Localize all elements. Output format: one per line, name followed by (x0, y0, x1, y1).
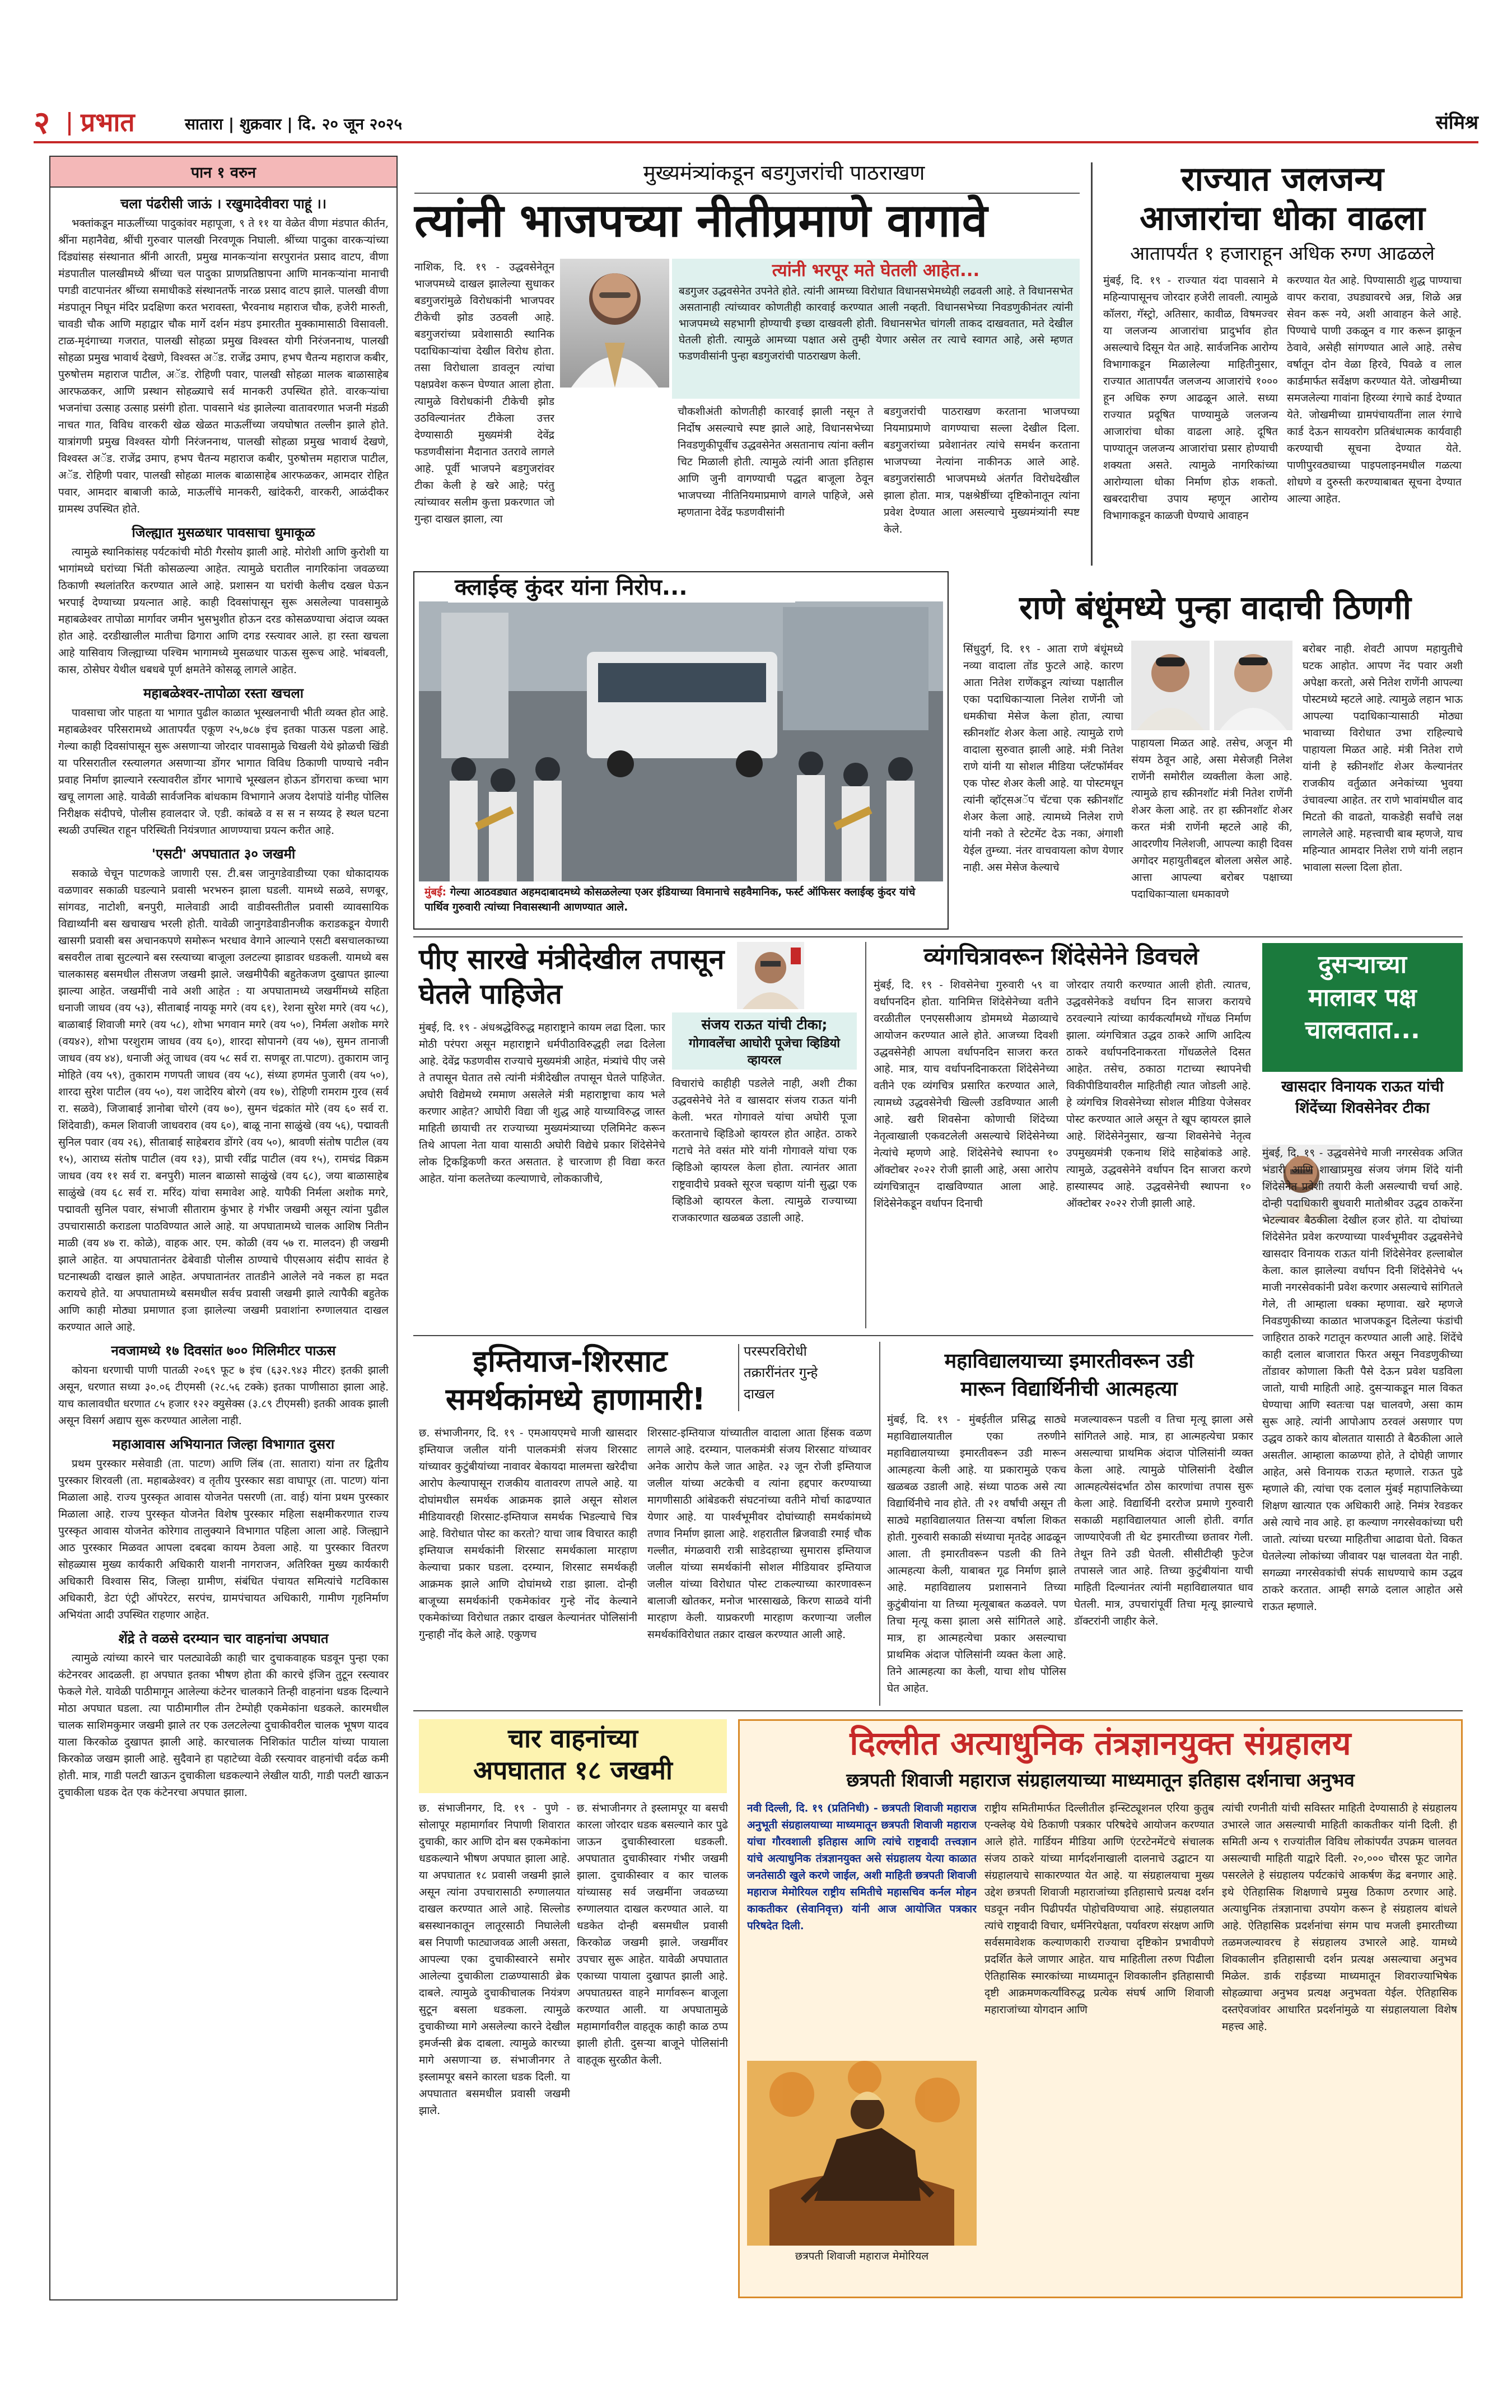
masthead (34, 104, 1478, 143)
lead-kicker: मुख्यमंत्र्यांकडून बडगुजरांची पाठराखण (643, 161, 925, 185)
left-item-title: जिल्ह्यात मुसळधार पावसाचा धुमाकूळ (132, 525, 315, 540)
fadnavis-photo-icon (560, 259, 669, 388)
college-col2: मजल्यावरून पडली व तिचा मृत्यू झाला असे सांगितले आहे. मात्र, हा आत्महत्येचा प्रकार असल्याचा प्राथमिक अंदाज पोलिसांनी व्यक्त केला आहे. त्यामुळे पोलिसांनी देखील आत्महत्येसंदर्भात ठोस कारणांचा तपास सुरू केला आहे. विद्यार्थिनी दररोज प्रमाणे गुरुवारी सकाळी महाविद्यालयात आली होती. वर्गात जाण्याऐवजी ती थेट इमारतीच्या छतावर गेली. तेथून तिने उडी घेतली. सीसीटीव्ही फुटेज तपासले जात आहे. तिच्या कुटुंबीयांना याची माहिती दिल्यानंतर त्यांनी महाविद्यालयात धाव घेतली. मात्र, उपचारांपूर्वी तिचा मृत्यू झाल्याचे डॉक्टरांनी जाहीर केले. (1074, 1413, 1253, 1627)
water-headline-2: आजारांचा धोका वाढला (1140, 199, 1425, 238)
mid-rule-4 (413, 1710, 1463, 1711)
photo1-caption-dateline: मुंबई: (424, 886, 447, 898)
shivaji-statue-photo-icon (747, 2061, 977, 2246)
mid-rule-1 (413, 936, 1463, 937)
museum-subheadline: छत्रपती शिवाजी महाराज संग्रहालयाच्या माध्यमातून इतिहास दर्शनाचा अनुभव (846, 1769, 1355, 1791)
crash-col1: छ. संभाजीनगर, दि. १९ - पुणे - सोलापूर महामार्गावर निपाणी शिवारात दुचाकी, कार आणि दोन बस एकमेकांना धडकल्याने भीषण अपघात झाला आहे. या अपघातात १८ प्रवासी जखमी झाले असून त्यांना उपचारासाठी रुग्णालयात दाखल करण्यात आले आहे. सिल्लोड बसस्थानकातून लातूरसाठी निघालेली बस निपाणी फाट्याजवळ आली असता, आपल्या एका दुचाकीस्वारने समोर आलेल्या दुचाकीला टाळण्यासाठी ब्रेक दाबले. त्यामुळे दुचाकीचालक नियंत्रण सुटून बसला धडकला. त्यामुळे दुचाकीच्या मागे असलेल्या कारने देखील इमर्जन्सी ब्रेक दाबला. त्यामुळे कारच्या मागे असणाऱ्या छ. संभाजीनगर ते इस्लामपूर बसने कारला धडक दिली. या अपघातात बसमधील प्रवासी जखमी झाले. (419, 1802, 570, 2117)
water-col1: मुंबई, दि. १९ - राज्यात यंदा पावसाने मे महिन्यापासूनच जोरदार हजेरी लावली. त्यामुळे कॉलरा, गॅस्ट्रो, अतिसार, कावीळ, विषमज्वर या जलजन्य आजारांचा प्रादुर्भाव होत असल्याचे दिसून येत आहे. सार्वजनिक आरोग्य विभागाकडून मिळालेल्या माहितीनुसार, राज्यात आतापर्यंत जलजन्य आजारांचे १००० हून अधिक रुग्ण आढळून आले. सध्या राज्यात प्रदूषित पाण्यामुळे जलजन्य आजारांचा धोका वाढला आहे. दूषित पाण्यातून जलजन्य आजारांचा प्रसार होण्याची शक्यता असते. त्यामुळे नागरिकांच्या आरोग्याला धोका निर्माण होऊ शकतो. खबरदारीचा उपाय म्हणून आरोग्य विभागाकडून काळजी घेण्याचे आवाहन (1103, 274, 1278, 522)
rane-1-photo-icon (1131, 641, 1210, 730)
edition-line: सातारा | शुक्रवार | दि. २० जून २०२५ (185, 115, 403, 133)
left-item-body: सकाळे चेचून पाटणकडे जाणारी एस. टी.बस जानुगडेवाडीच्या एका धोकादायक वळणावर सकाळी घडल्याने प्रवासी भरभरुन झाला घडली. यामध्ये सळवे, सणबूर, सांगवड, नाटोशी, बनपुरी, मालेवाडी आदी वाडीवस्तीतील प्रवासी व्यावसायिक विद्यार्थ्यांनी बस खचाखच भरली होती. यावेळी जानुगडेवाडीनजीक कराडकडून येणारी खासगी प्रवासी बस अचानकपणे समोरून भरधाव वेगाने आल्याने एसटी बसचालकाच्या बसवरील ताबा सुटल्याने बस रस्त्याच्या बाजूला उलटल्या झाडावर धडकली. यामध्ये बस चालकासह बसमधील तीसजण जखमी झाले. जखमीपैकी बहुतेकजण दुखापत झाल्या झाल्या आहेत. जखमींची नावे अशी आहेत : या अपघातामध्ये जखमींमध्ये सहिता धनाजी जाधव (वय ५३), सीताबाई नायकू मगरे (वय ६१), रेशना सुरेश मगरे (वय ५८), बाळाबाई शिवाजी मगरे (वय ५८), शोभा भगवान मगरे (वय ५०), निर्मला अशोक मगरे (वय४२), शोभा परशुराम जाधव (वय ६०), शारदा सोपानगे (वय ५७), सुमन तानाजी जाधव (वय ४४), धनाजी अंतू जाधव (वय ५८ सर्व रा. सणबूर ता.पाटण). तुकाराम जानू मोहिते (वय ५९), तुकाराम गणपती जाधव (वय ५८), संध्या हणमंत पुजारी (वय ५०), शारदा सुरेश पाटील (वय ५०), यश जादेरिय बोरगे (वय १७), रोहिणी रामराम गुरव (सर्व रा. सळवे), जिजाबाई ज्ञानोबा चोरगे (वय ७०), सुमन चंद्रकांत मोरे (वय ६० सर्व रा. शिंदेवाडी), कमल शिवाजी जाधवराव (वय ६०), बाळू नाना साळुंखे (वय ५६), पद्मावती सुनिल पवार (वय २६), सीताबाई साहेबराव डोंगरे (वय ५०), श्रावणी संतोष पाटील (वय १५), आराध्य संतोष पाटील (वय १३), प्राची रवींद्र पाटील (वय १५), रामचंद्र विक्रम जाधव (वय ११ सर्व रा. बनपुरी) मालन बाळासो साळुंखे (वय ६८), जया बाळासाहेब साळुंखे (वय ६८ सर्व रा. मरिंद) यांचा समावेश आहे. यापैकी निर्मला अशोक मगरे, पद्मावती सुनिल पवार, संभाजी सीताराम कुंभार हे गंभीर जखमी असून त्यांना पुढील उपचारासाठी कराडला पाठविण्यात आले आहे. या अपघातामध्ये चालक आशिष नितीन माळी (वय ४७ रा. कोळे), वाहक आर. एम. कोळी (वय ५७ रा. मालदन) ही जखमी झाले आहेत. या अपघातानंतर ढेबेवाडी पोलीस ठाण्याचे पीएसआय संदीप सावंत हे घटनास्थळी दाखल झाले आहेत. अपघातानंतर तातडीने आलेले नवे नकल हा मदत करायचे होते. या अपघातामध्ये बसमधील सर्वच प्रवासी जखमी झाले त्यापैकी बहुतेक आणि काही मोठ्या प्रमाणात इजा झालेल्या जखमी प्रवाशांना रुग्णालयात दाखल करण्यात आले आहे. (58, 867, 389, 1333)
photo-shivaji-statue (747, 2061, 977, 2246)
lead-col3: बडगुजरांची पाठराखण करताना भाजपच्या नियमाप्रमाणे वागण्याचा सल्ला देखील दिला. बडगुजरांच्या प्रवेशानंतर त्यांचे समर्थन करताना भाजपच्या नेत्यांना नाकीनऊ आले आहे. बडगुजरांसाठी भाजपमध्ये अंतर्गत विरोधदेखील झाला होता. मात्र, पक्षश्रेष्ठींच्या दृष्टिकोनातून त्यांना प्रवेश देण्यात आला असल्याचे मुख्यमंत्र्यांनी स्पष्ट केले. (884, 405, 1080, 535)
rane-col2: पाहायला मिळत आहे. तसेच, अजून मी संयम ठेवून आहे, असा मेसेजही निलेश राणेंनी समोरील व्यक्तीला केला आहे. त्यामुळे हाच स्क्रीनशॉट मंत्री नितेश राणेंनी शेअर केला आहे. तर हा स्क्रीनशॉट शेअर करत मंत्री राणेंनी म्हटले आहे की, आदरणीय निलेशजी, आपल्या काही दिवस अगोदर महायुतीबद्दल बोलला असेल आहे. आत्ता आपल्या बरोबर पक्षाच्या पदाधिकाऱ्याला धमकावणे (1131, 737, 1292, 900)
left-item-title: नवजामध्ये १७ दिवसांत ७०० मिलिमीटर पाऊस (111, 1343, 336, 1359)
museum-headline: दिल्लीत अत्याधुनिक तंत्रज्ञानयुक्त संग्रहालय (850, 1724, 1351, 1762)
water-rule (1091, 162, 1093, 566)
college-col1: मुंबई, दि. १९ - मुंबईतील प्रसिद्ध साठ्ये महाविद्यालयातील एका तरुणीने महाविद्यालयाच्या इमारतीवरून उडी मारून आत्महत्या केली आहे. या प्रकारामुळे एकच खळबळ उडाली आहे. संध्या पाठक असे त्या विद्यार्थिनीचे नाव होते. ती २१ वर्षांची असून ती साठ्ये महाविद्यालयात तिसऱ्या वर्षाला शिकत होती. गुरुवारी सकाळी संध्याचा मृतदेह आढळून आला. ती इमारतीवरून पडली की तिने आत्महत्या केली, याबाबत गूढ निर्माण झाले आहे. महाविद्यालय प्रशासनाने तिच्या कुटुंबीयांना या तिच्या मृत्यूबाबत कळवले. पण तिचा मृत्यू कसा झाला असे सांगितले आहे. मात्र, हा आत्महत्येचा प्रकार असल्याचा प्राथमिक अंदाज पोलिसांनी व्यक्त केला आहे. तिने आत्महत्या का केली, याचा शोध पोलिस घेत आहेत. (887, 1413, 1066, 1695)
cartoon-col1: मुंबई, दि. १९ - शिवसेनेचा गुरुवारी ५९ वा वर्धापनदिन होता. यानिमित्त शिंदेसेनेच्या वतीने वरळीतील एनएससीआय डोममध्ये मेळाव्याचे आयोजन करण्यात आले होते. आजच्या दिवशी उद्धवसेनेही आपला वर्धापनदिन साजरा करत आहे. मात्र, याच वर्धापनदिनाकरता शिंदेसेनेच्या वतीने एक व्यंगचित्र प्रसारित करण्यात आले, त्यामध्ये उद्धवसेनेची खिल्ली उडविण्यात आली आहे. खरी शिवसेना कोणाची शिंदेच्या नेतृत्वाखाली एकवटलेली असल्याचे शिंदेसेनेच्या नेत्यांचे म्हणणे आहे. शिंदेसेनेचे स्थापना १० ऑक्टोबर २०२२ रोजी झाली आहे, असा आरोप व्यंगचित्रातून दाखविण्यात आला आहे. शिंदेसेनेकडून वर्धापन दिनाची (874, 979, 1058, 1210)
portrait-fadnavis (560, 259, 669, 388)
raut-col: मुंबई, दि. १९ - उद्धवसेनेचे माजी नगरसेवक अजित भंडारी आणि शाखाप्रमुख संजय जंगम शिंदे यांनी शिंदेसेनेत प्रवेशी तयारी केली असल्याची चर्चा आहे. दोन्ही पदाधिकारी बुधवारी मातोश्रीवर उद्धव ठाकरेंना भेटल्यावर बैठकीला देखील हजर होते. या दोघांच्या शिंदेसेनेत प्रवेश करण्याच्या पार्श्वभूमीवर उद्धवसेनेचे खासदार विनायक राऊत यांनी शिंदेसेनेवर हल्लाबोल केला. काल झालेल्या वर्धापन दिनी शिंदेसेनेचे ५५ माजी नगरसेवकांनी प्रवेश करणार असल्याचे सांगितले गेले, ती आम्हाला धक्का म्हणावा. खरे म्हणजे निवडणुकीच्या काळात भाजपकडून दिलेल्या फंडांची जाहिरात ठाकरे गटातून करण्यात आली आहे. शिंदेंचे काही दलाल बाजारात फिरत असून निवडणुकीच्या तोंडावर कोणाला किती पैसे देऊन प्रवेश घडविला जातो, याची माहिती आहे. दुसऱ्याकडून माल विकत घेण्याचा आणि स्वतःचा पक्ष चालवणे, असा काम सुरू आहे. त्यांनी आपोआप ठरवलं असणार पण उद्धव ठाकरे काय बोलतात यासाठी ते बैठकीला आले असतील. आम्हाला काळण्या होते, ते दोघेही जाणार आहेत, असे विनायक राऊत म्हणाले. राऊत पुढे म्हणाले की, त्यांचा एक दलाल मुंबई महापालिकेच्या शिक्षण खात्यात एक अधिकारी आहे. निमंत्र रेवडकर असे त्याचे नाव आहे. हा कल्याण नगरसेवकांच्या घरी जातो. त्यांच्या घरच्या माहितीचा आढावा घेतो. विकत घेतलेल्या लोकांच्या जीवावर पक्ष चालवता येत नाही. सगळ्या नगरसेवकांची संपर्क साधण्याचे काम उद्धव ठाकरे करतात. आम्ही सगळे दलाल आहोत असे राऊत म्हणाले. (1262, 1147, 1463, 1613)
museum-lead: नवी दिल्ली, दि. १९ (प्रतिनिधी) - छत्रपती शिवाजी महाराज अनुभूती संग्रहालयाच्या माध्यमातून छत्रपती शिवाजी महाराज यांचा गौरवशाली इतिहास आणि त्यांचे राष्ट्रवादी तत्त्वज्ञान यांचे अत्याधुनिक तंत्रज्ञानयुक्त असे संग्रहालय येत्या काळात जनतेसाठी खुले करणे जाईल, अशी माहिती छत्रपती शिवाजी महाराज मेमोरियल राष्ट्रीय समितीचे महासचिव कर्नल मोहन काकतीकर (सेवानिवृत्त) यांनी आज आयोजित पत्रकार परिषदेत दिली. (747, 1802, 977, 1932)
portrait-sanjay-raut (737, 942, 804, 1009)
left-item-title: शेंद्रे ते वळसे दरम्यान चार वाहनांचा अपघात (118, 1631, 329, 1646)
lead-quote-text: बडगुजर उद्धवसेनेत उपनेते होते. त्यांनी आमच्या विरोधात विधानसभेमध्येही लढवली आहे. ते विधानसभेत असतानाही त्यांच्यावर कोणतीही कारवाई करण्यात आली नव्हती. विधानसभेच्या निवडणुकीनंतर त्यांनी भाजपमध्ये सहभागी होण्याची इच्छा दाखवली होती. विधानसभेत चांगली ताकद दाखवतात, मते देखील घेतली होती. त्यामुळे आमच्या पक्षात असे तुम्ही येणार असेल तर त्याचे स्वागत आहे, असे म्हणत फडणवीसांनी पुन्हा बडगुजरांची पाठराखण केली. (679, 284, 1073, 362)
photo1-caption (424, 885, 940, 928)
photo1-caption-text: गेल्या आठवड्यात अहमदाबादमध्ये कोसळलेल्या एअर इंडियाच्या विमानाचे सहवैमानिक, फर्स्ट ऑफिसर क्लाईव्ह कुंदर यांचे पार्थिव गुरुवारी त्यांच्या निवासस्थानी आणण्यात आले. (424, 886, 916, 913)
lead-col1: नाशिक, दि. १९ - उद्धवसेनेतून भाजपमध्ये दाखल झालेल्या सुधाकर बडगुजरांमुळे विरोधकांनी भाजपवर टीकेची झोड उठवली आहे. बडगुजरांच्या प्रवेशासाठी स्थानिक पदाधिकाऱ्यांचा देखील विरोध होता. तसा विरोधाला डावलून त्यांचा पक्षप्रवेश करून घेण्यात आला होता. त्यामुळे विरोधकांनी टीकेची झोड उठविल्यानंतर टीकेला उत्तर देण्यासाठी मुख्यमंत्री देवेंद्र फडणवीसांना मैदानात उतरावे लागले आहे. पूर्वी भाजपने बडगुजरांवर टीका केली हे खरे आहे; परंतु त्यांच्यावर सलीम कुत्ता प्रकरणात जो गुन्हा दाखल झाला, त्या (414, 261, 554, 525)
lead-headline: त्यांनी भाजपच्या नीतीप्रमाणे वागावे (414, 194, 988, 248)
left-item-body: त्यामुळे स्थानिकांसह पर्यटकांची मोठी गैरसोय झाली आहे. मोरोशी आणि कुरोशी या भागांमध्ये घरांच्या भिंती कोसळल्या आहेत. त्यामुळे घरातील नागरिकांना जवळच्या ठिकाणी स्थलांतरित करण्यात आले आहे. प्रशासन या घरांची केलीच दखल घेऊन भरपाई देण्याच्या प्रयत्नात आहे. काही दिवसांपासून सुरू असलेल्या पावसामुळे महाबळेश्वर तापोळा मार्गावर जमीन भुसभुशीत होऊन दरड कोसळण्याचा अंदाज व्यक्त होत आहे. दरडीखालील मातीचा ढिगारा आणि दगड रस्त्यावर आले. हा रस्ता खचला आहे यासिवाय जिल्ह्याच्या पश्चिम भागामध्ये मुसळधार पाऊस सुरूच आहे. भांबवली, कास, ठोसेघर येथील धबधबे पूर्ण क्षमतेने कोसळू लागले आहेत. (58, 546, 389, 676)
lead-col2: चौकशीअंती कोणतीही कारवाई झाली नसून ते निर्दोष असल्याचे स्पष्ट झाले आहे, विधानसभेच्या निवडणुकीपूर्वीच उद्धवसेनेत असतानाच त्यांना क्लीन चिट मिळाली होती. त्यामुळे त्यांनी आता इतिहास आणि जुनी वागण्याची पद्धत बाजूला ठेवून भाजपच्या नीतिनियमाप्रमाणे वागले पाहिजे, असे म्हणताना देवेंद्र फडणवीसांनी (678, 405, 874, 519)
crash-title-box (419, 1719, 727, 1793)
lead-quote-box (672, 259, 1080, 399)
left-item-body: त्यामुळे त्यांच्या कारने चार पलट्यावेळी काही चार दुचाकवाहक घडवून पुन्हा एका कंटेनरवर आदळली. हा अपघात इतका भीषण होता की कारचे इंजिन तुटून रस्त्यावर फेकले गेले. यावेळी पाठीमागून आलेल्या कंटेनर चालकाने तिन्ही वाहनांना धडक दिल्याने मोठा अपघात घडला. त्या पाठीमागील तीन टेम्पोही एकमेकांना धडकले. कारमधील चालक साशिमकुमार जखमी झाले तर एक उलटलेल्या दुचाकीवरील चालक भूषण यादव याला किरकोळ दुखापत झाली आहे. कारचालक निशिकांत पाटील यांच्या पायाला किरकोळ जखम झाली आहे. सुदैवाने हा पहाटेच्या वेळी रस्त्यावर वाहनांची वर्दळ कमी होती. मात्र, गाडी पलटी खाऊन दुचाकीला धडकल्याने लेखील याठी, गाडी पलटी खाऊन दुचाकीला धडक देत एक कंटेनरचा अपघात झाला. (58, 1652, 389, 1799)
water-subheadline: आतापर्यंत १ हजाराहून अधिक रुग्ण आढळले (1130, 242, 1435, 265)
photo-mumbai-funeral (419, 601, 943, 881)
left-item-body: कोयना धरणाची पाणी पातळी २०६९ फूट ७ इंच (६३२.९४३ मीटर) इतकी झाली असून, धरणात सध्या ३०.०६ टीएमसी (२८.५६ टक्के) इतका पाणीसाठा झाला आहे. याच कालावधीत धरणात ८५ हजार १२२ क्युसेक्स (३.८९ टीएमसी) इतकी आवक झाली असून विसर्ग अद्याप सुरू करण्यात आलेला नाही. (58, 1364, 389, 1427)
left-column-banner: पान १ वरुन (50, 157, 396, 188)
raut-headline-1: दुसऱ्याच्या (1318, 950, 1407, 979)
left-column-items (50, 188, 396, 2299)
water-headline-1: राज्यात जलजन्य (1180, 160, 1384, 199)
imtiyaz-side-rule (738, 1344, 739, 1411)
mid-rule-2 (865, 942, 866, 1328)
imtiyaz-side-1: परस्परविरोधी (744, 1343, 807, 1359)
left-item-title: महाबळेश्वर-तापोळा रस्ता खचला (143, 685, 304, 701)
page-number: २ (34, 105, 50, 141)
raut-headline-3: चालवतात... (1305, 1016, 1420, 1045)
left-column (49, 156, 398, 2300)
pa-headline: पीए सारखे मंत्रीदेखील तपासून घेतले पाहिजेत (419, 943, 725, 1010)
imtiyaz-side-2: तक्रारींनंतर गुन्हे (744, 1365, 818, 1380)
college-rule (879, 1342, 880, 1706)
rane-headline: राणे बंधूंमध्ये पुन्हा वादाची ठिणगी (1019, 589, 1411, 627)
imtiyaz-side-3: दाखल (744, 1386, 774, 1402)
sanjay-raut-photo-icon (737, 942, 804, 1009)
cartoon-headline: व्यंगचित्रावरून शिंदेसेनेने डिवचले (923, 942, 1199, 970)
left-item-body: प्रथम पुरस्कार मसेवाडी (ता. पाटण) आणि लिंब (ता. सातारा) यांना तर द्वितीय पुरस्कार शिरवली (ता. महाबळेश्वर) व तृतीय पुरस्कार सडा वाघापूर (ता. पाटण) यांना मिळाला आहे. राज्य पुरस्कृत आवास योजनेत पसरणी (ता. वाई) यांना प्रथम पुरस्कार मिळाला आहे. राज्य पुरस्कृत योजनेत विशेष पुरस्कार महिला सक्षमीकरणात राज्य पुरस्कृत आवास योजनेत कोरेगाव तालुक्याने विभागात पहिला आला आहे. जिल्ह्याने आठ पुरस्कार मिळवत आपला दबदबा कायम ठेवला आहे. या पुरस्कार वितरण सोहळ्यास मुख्य कार्यकारी अधिकारी याशनी नागराजन, अतिरिक्त मुख्य कार्यकारी अधिकारी विश्वास सिद, जिल्हा ग्रामीण, संबंधित पंचायत समित्यांचे गटविकास अधिकारी, डेटा एंट्री ऑपरेटर, सरपंच, ग्रामपंचायत अधिकारी, गामीण गृहनिर्माण अभियंता आदी उपस्थित राहणार आहेत. (58, 1458, 389, 1621)
imtiyaz-col2: शिरसाट-इम्तियाज यांच्यातील वादाला आता हिंसक वळण लागले आहे. दरम्यान, पालकमंत्री संजय शिरसाट यांच्यावर अनेक आरोप केले जात आहेत. २३ जून रोजी इम्तियाज जलील यांच्या अटकेची व त्यांना हद्दपार करण्याच्या मागणीसाठी आंबेडकरी संघटनांच्या वतीने मोर्चा काढण्यात येणार आहे. या पार्श्वभूमीवर दोघांच्याही समर्थकांमध्ये तणाव निर्माण झाला आहे. शहरातील ब्रिजवाडी रमाई चौक गल्लीत, मंगळवारी रात्री साडेदहाच्या सुमारास इम्तियाज जलील यांच्या समर्थकांनी सोशल मीडियावर इम्तियाज जलील यांच्या विरोधात पोस्ट टाकल्याच्या कारणावरून बालाजी खोतकर, मनोज भारसाखळे, किरण साळवे यांनी मारहाण केली. याप्रकरणी मारहाण करणाऱ्या जलील समर्थकांविरोधात तक्रार दाखल करण्यात आली आहे. (647, 1427, 871, 1641)
water-col2: करण्यात येत आहे. पिण्यासाठी शुद्ध पाण्याचा वापर करावा, उघड्यावरचे अन्न, शिळे अन्न सेवन करू नये, अशी आवाहन केले आहे. पिण्याचे पाणी उकळून व गार करून झाकून ठेवावे, असेही सांगण्यात आले आहे. तसेच वर्षातून दोन वेळा हिरवे, पिवळे व लाल कार्डमार्फत सर्वेक्षण करण्यात येते. जोखमीच्या समजलेल्या गावांना हिरव्या रंगाचे कार्ड देण्यात येते. जोखमीच्या ग्रामपंचायतींना लाल रंगाचे कार्ड देऊन सायवरोग प्रतिबंधात्मक कार्यवाही करण्याची सूचना देण्यात येते. पाणीपुरवठ्याच्या पाइपलाइनमधील गळत्या शोधणे व दुरुस्ती करण्याबाबत सूचना देण्यात आल्या आहेत. (1287, 274, 1462, 505)
left-item-title: महाआवास अभियानात जिल्हा विभागात दुसरा (112, 1436, 335, 1452)
crash-col2: छ. संभाजीनगर ते इस्लामपूर या बसची कारला जोरदार धडक बसल्याने कार पुढे जाऊन दुचाकीस्वारला धडकली. अपघातात दुचाकीस्वार गंभीर जखमी झाला. दुचाकीस्वार व कार चालक यांच्यासह सर्व जखमींना जवळच्या रुग्णालयात दाखल करण्यात आले. या धडकेत दोन्ही बसमधील प्रवासी किरकोळ जखमी झाले. जखमींवर उपचार सुरू आहेत. यावेळी अपघातात एकाच्या पायाला दुखापत झाली आहे. अपघातग्रस्त वाहने मार्गावरून बाजूला करण्यात आली. या अपघातामुळे महामार्गावरील वाहतूक काही काळ ठप्प झाली होती. दुसऱ्या बाजूने पोलिसांनी वाहतूक सुरळीत केली. (577, 1802, 728, 2066)
crash-headline-1: चार वाहनांच्या (507, 1723, 638, 1753)
funeral-photo-icon (419, 601, 943, 881)
pa-col1: मुंबई, दि. १९ - अंधश्रद्धेविरुद्ध महाराष्ट्राने कायम लढा दिला. फार मोठी परंपरा असून महाराष्ट्राने धर्मपीठाविरुद्धही लढा दिलेला आहे. देवेंद्र फडणवीस राज्याचे मुख्यमंत्री आहेत, मंत्र्यांचे पीए जसे ते तपासून घेतात तसे त्यांनी मंत्रीदेखील तपासून घेतले पाहिजेत. अघोरी विद्येमध्ये रममाण असलेले मंत्री महाराष्ट्राचा काय भले करणार आहेत? आघोरी विद्या जी शुद्ध आहे याच्याविरुद्ध जास्त माहिती छायाची तर राज्याच्या मुख्यमंत्र्याच्या एलिमिनेट करून तिथे आपला नेता यावा यासाठी अघोरी विद्येचे प्रकार शिंदेसेनेचे लोक ट्रिकड्रिकणी करत असतात. हे चारजाण ही विद्या करत आहेत. यांना कलतेच्या कल्याणाचे, लोककाजीचे, (419, 1021, 665, 1185)
portrait-rane-1 (1131, 641, 1210, 730)
imtiyaz-headline-1: इम्तियाज-शिरसाट (473, 1343, 668, 1379)
raut-headline-2: मालावर पक्ष (1308, 983, 1417, 1012)
pa-subhead-1: संजय राऊत यांची टीका; (701, 1016, 828, 1033)
photo1-title: क्लाईव्ह कुंदर यांना निरोप... (448, 572, 795, 603)
imtiyaz-headline-2: समर्थकांमध्ये हाणामारी! (445, 1382, 706, 1417)
college-headline-2: मारून विद्यार्थिनीची आत्महत्या (960, 1378, 1178, 1401)
lead-quote-title: त्यांनी भरपूर मते घेतली आहेत... (772, 260, 980, 281)
lead-kicker-rule (414, 193, 1080, 194)
rane-col1: सिंधुदुर्ग, दि. १९ - आता राणे बंधूंमध्ये नव्या वादाला तोंड फुटले आहे. कारण आता नितेश राणेंकडून त्यांच्या पक्षातील एका पदाधिकाऱ्याला निलेश राणेंनी जो धमकीचा मेसेज केला होता, त्याचा स्क्रीनशॉट शेअर केला आहे. त्यामुळे राणे वादाला सुरुवात झाली आहे. मंत्री नितेश राणे यांनी या सोशल मीडिया प्लॅटफॉर्मवर एक पोस्ट शेअर केली आहे. या पोस्टमधून त्यांनी व्हॉट्सअॅप चॅटचा एक स्क्रीनशॉट शेअर केला आहे. त्यामध्ये निलेश राणे यांनी नको ते स्टेटमेंट देऊ नका, अंगाशी येईल तुम्च्या. नंतर वाचवायला कोण येणार नाही. अस मेसेज केल्याचे (963, 643, 1123, 874)
imtiyaz-col1: छ. संभाजीनगर, दि. १९ - एमआयएमचे माजी खासदार इम्तियाज जलील यांनी पालकमंत्री संजय शिरसाट यांच्यावर कुटुंबीयांच्या नावावर बेकायदा मालमत्ता खरेदीचा आरोप केल्यापासून राजकीय वातावरण तापले आहे. या दोघांमधील समर्थक आक्रमक झाले असून सोशल मीडियावरही शिरसाट-इम्तियाज समर्थक भिडल्याचे चित्र आहे. विरोधात पोस्ट का करतो? याचा जाब विचारत काही इम्तियाज समर्थकांनी शिरसाट समर्थकाला मारहाण केल्याचा प्रकार घडला. दरम्यान, शिरसाट समर्थकही आक्रमक झाले आणि दोघांमध्ये राडा झाला. दोन्ही बाजूच्या समर्थकांनी एकमेकांवर गुन्हे नोंद केल्याने एकमेकांच्या विरोधात तक्रार दाखल केल्यानंतर पोलिसांनी गुन्हाही नोंद केले आहे. एकुणच (419, 1427, 637, 1641)
masthead-divider (68, 112, 71, 136)
cartoon-col2: जोरदार तयारी करण्यात आली होती. त्यातच, उद्धवसेनेकडे वर्धापन दिन साजरा करायचे ठरवल्याने त्यांच्या कार्यकर्त्यांमध्ये गोंधळ निर्माण झाला. व्यंगचित्रात उद्धव ठाकरे आणि आदित्य ठाकरे वर्धापनदिनाकरता गोंधळलेले दिसत आहेत. तसेच, ठकाठा गटाच्या स्थापनेची विकीपीडियावरील माहितीही त्यात जोडली आहे. हे व्यंगचित्र शिवसेनेच्या सोशल मीडिया पेजेसवर पोस्ट करण्यात आले असून ते खूप व्हायरल झाले आहे. शिंदेसेनेनुसार, खऱ्या शिवसेनेचे नेतृत्व उपमुख्यमंत्री एकनाथ शिंदे साहेबांकडे आहे. त्यामुळे, उद्धवसेनेने वर्धापन दिन साजरा करणे हास्यास्पद आहे. उद्धवसेनेची स्थापना १० ऑक्टोबर २०२२ रोजी झाली आहे. (1066, 979, 1251, 1210)
museum-col2: राष्ट्रीय समितीमार्फत दिल्लीतील इन्स्टिट्यूशनल एरिया कुतुब एन्क्लेव्ह येथे ठिकाणी पत्रकार परिषदेचे आयोजन करण्यात आले होते. गार्डियन मीडिया आणि एंटरटेनमेंटचे संचालक संजय ठाकरे यांच्या मार्गदर्शनाखाली दालनाचे उद्घाटन या संग्रहालयाचे साकारण्यात येत आहे. या संग्रहालयाचा मुख्य उद्देश छत्रपती शिवाजी महाराजांच्या इतिहासाचे प्रत्यक्ष दर्शन घडवून नवीन पिढीपर्यंत पोहोचविण्याचा आहे. संग्रहालयात त्यांचे राष्ट्रवादी विचार, धर्मनिरपेक्षता, पर्यावरण संरक्षण आणि सर्वसमावेशक कल्याणकारी राज्याचा दृष्टिकोन प्रभावीपणे प्रदर्शित केले जाणार आहेत. याच माहितीला तरुण पिढीला ऐतिहासिक स्मारकांच्या माध्यमातून शिवकालीन इतिहासाची दृष्टी आक्रमणकर्त्यांविरुद्ध प्रत्येक संघर्ष आणि शिवाजी महाराजांच्या योगदान आणि (984, 1802, 1214, 2016)
museum-col3: त्यांची रणनीती यांची सविस्तर माहिती देण्यासाठी हे संग्रहालय उभारले जात असल्याची माहिती काकतीकर यांनी दिली. ही समिती अन्य ९ राज्यांतील विविध लोकांपर्यंत उपक्रम चालवत असल्याची माहिती याद्वारे दिली. २०,००० चौरस फूट जागेत पसरलेले हे संग्रहालय पर्यटकांचे आकर्षण केंद्र बनणार आहे. इथे ऐतिहासिक शिक्षणाचे प्रमुख ठिकाण ठरणार आहे. अत्याधुनिक तंत्रज्ञानाचा उपयोग करून हे संग्रहालय बांधले आहे. ऐतिहासिक प्रदर्शनांचा संगम पाच मजली इमारतीच्या तळमजल्यावरच हे संग्रहालय उभारले आहे. यामध्ये शिवकालीन इतिहासाची दर्शन प्रत्यक्ष असल्याचा अनुभव मिळेल. डार्क राईडच्या माध्यमातून शिवराज्याभिषेक सोहळ्याचा अनुभव प्रत्यक्ष अनुभवता येईल. ऐतिहासिक दस्तऐवजांवर आधारित प्रदर्शनांमुळे या संग्रहालयाला विशेष महत्त्व आहे. (1222, 1802, 1457, 2033)
section-name: संमिश्र (1435, 111, 1478, 134)
pa-col2: विचारांचे काहीही पडलेले नाही, अशी टीका उद्धवसेनेचे नेते व खासदार संजय राऊत यांनी केली. भरत गोगावले यांचा अघोरी पूजा करतानाचे व्हिडिओ व्हायरल होत आहेत. ठाकरे गटाचे नेते वसंत मोरे यांनी गोगावले यांचा एक व्हिडिओ व्हायरल केला होता. त्यानंतर आता राष्ट्रवादीचे प्रवक्ते सूरज चव्हाण यांनी सुद्धा एक व्हिडिओ व्हायरल केला. त्यामुळे राज्याच्या राजकारणात खळबळ उडाली आहे. (672, 1077, 857, 1224)
pa-subhead-box (672, 1012, 857, 1070)
left-item-body: पावसाचा जोर पाहता या भागात पुढील काळात भूस्खलनाची भीती व्यक्त होत आहे. महाबळेश्वर परिसरामध्ये आतापर्यंत एकूण २५,७८७ इंच इतका पाऊस पडला आहे. गेल्या काही दिवसांपासून सुरू असणाऱ्या जोरदार पावसामुळे चिखली येथे झोळची खिंडी या परिसरातील रस्त्यालगत असणाऱ्या डोंगर भागात विविध ठिकाणी पाण्याचे नवीन प्रवाह निर्माण झाल्याने रस्त्यावरील डोंगर भागाचे भूस्खलन होऊन डोंगराचा कच्चा भाग खचू लागला आहे. यावेळी सार्वजनिक बांधकाम विभागाने अजय देशपांडे यांनीह पोलिस निरीक्षक संदीपचे, पोलीस हवालदार जे. एडी. कांबळे व स स न सय्यद हे स्थल घटना स्थळी उपस्थित राहून परिस्थिती नियंत्रणात आणण्याचा प्रयत्न करीत आहे. (58, 707, 389, 837)
pa-subhead-2: गोगावलेंचा आघोरी पूजेचा व्हिडियो व्हायरल (689, 1036, 840, 1067)
left-item-title: चला पंढरीसी जाऊं । रखुमादेवीवरा पाहूं ।। (120, 196, 326, 212)
raut-subhead: खासदार विनायक राऊत यांची शिंदेंच्या शिवसेनेवर टीका (1281, 1078, 1444, 1117)
rane-col3: बरोबर नाही. शेवटी आपण महायुतीचे घटक आहोत. आपण नेंद पवार अशी अपेक्षा करतो, असे नितेश राणेंनी आपल्या पोस्टमध्ये म्हटले आहे. त्यामुळे लहान भाऊ आपल्या पदाधिकाऱ्यासाठी मोठ्या भावाच्या विरोधात उभा राहिल्याचे पाहायला मिळत आहे. मंत्री नितेश राणे यांनी हे स्क्रीनशॉट शेअर केल्यानंतर राजकीय वर्तुळात अनेकांच्या भुवया उंचावल्या आहेत. तर राणे भावांमधील वाद मिटतो की वाढतो, याकडेही सर्वांचे लक्ष लागलेले आहे. महत्त्वाची बाब म्हणजे, याच महिन्यात आमदार निलेश राणे यांनी लहान भावाला सल्ला दिला होता. (1303, 643, 1463, 874)
mid-rule-3 (413, 1335, 1253, 1336)
left-item-body: भक्तांकडून माऊलींच्या पादुकांवर महापूजा, ९ ते ११ या वेळेत वीणा मंडपात कीर्तन, श्रींना महानैवेद्य, श्रींची गुरुवार पालखी निरवणूक निघाली. श्रींच्या पादुका वारकऱ्यांच्या दिंड्यांसह संस्थानात श्रींनी आरती, प्रमुख मानकऱ्यांना सरपुरानंत प्रसाद वाटप, वीणा मंडपातील पालखीमध्ये श्रींच्या चल पादुका प्राणप्रतिष्ठापना आणि मानकऱ्यांना मानाची पगडी वाटपानंतर श्रींच्या समाधीकडे संस्थानतर्फे नारळ प्रसाद वाटप झाले. पालखी वीणा मंडपातून निघून मंदिर प्रदक्षिणा करत भरावस्ता, भैरवनाथ महाराज चौक, हजेरी मारुती, चावडी चौक आणि महाद्वार चौक मार्गे दर्शन मंडप इमारतीत मुक्कामासाठी विसावली. टाळ-मृदंगाच्या गजरात, पालखी सोहळा प्रमुख विश्वस्त योगी निरंजननाथ, पालखी सोहळा प्रमुख भावार्थ देखणे, विश्वस्त अॅड. राजेंद्र उमाप, हभप चैतन्य महाराज कबीर, पुरुषोत्तम महाराज पाटील, अॅड. रोहिणी पवार, पालखी सोहळा मालक बाळासाहेब आरफळकर, आणि प्रस्थान सोहळ्याचे सर्व मानकरी उपस्थित होते. वारकऱ्यांचा भजनांचा उत्साह उत्साह प्रसंगी होता. पावसाने थंड झालेल्या वातावरणात भजनी मंडळी नाचत गात, विविध वारकरी खेळ खेळत माऊलींच्या जयघोषात तल्लीन झाले होते. यात्रांगणी प्रमुख विश्वस्त योगी निरंजननाथ, पालखी सोहळा प्रमुख भावार्थ देखणे, विश्वस्त अॅड. राजेंद्र उमाप, हभप चैतन्य महाराज कबीर, पुरुषोत्तम महाराज पाटील, अॅड. रोहिणी पवार, पालखी सोहळा मालक बाळासाहेब आरफळकर, आमदार रोहित पवार, आमदार बाबाजी काळे, माऊलींचे मानकरी, खांदेकरी, वारकरी, आळंदीकर ग्रामस्थ उपस्थित होते. (58, 217, 389, 515)
museum-photo-caption: छत्रपती शिवाजी महाराज मेमोरियल (795, 2250, 929, 2262)
rane-2-photo-icon (1214, 641, 1292, 730)
portrait-rane-2 (1214, 641, 1292, 730)
college-headline-1: महाविद्यालयाच्या इमारतीवरून उडी (944, 1350, 1194, 1373)
left-item-title: 'एसटी' अपघातात ३० जखमी (151, 846, 296, 862)
raut-title-box (1262, 943, 1463, 1072)
crash-headline-2: अपघातात १८ जखमी (473, 1754, 673, 1785)
newspaper-logo: प्रभात (81, 107, 135, 137)
